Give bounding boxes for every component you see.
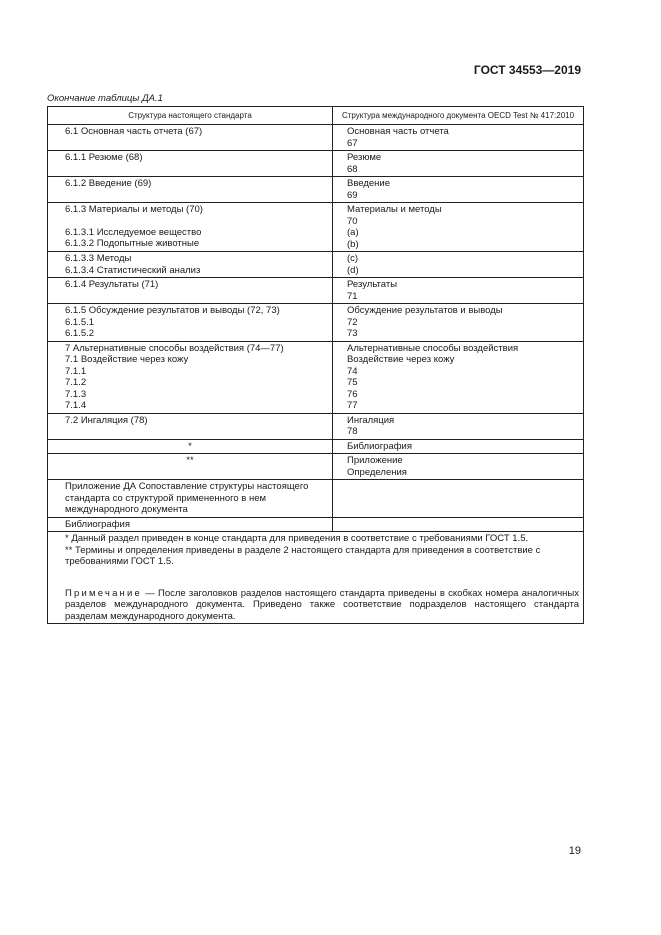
cell-line: 6.1 Основная часть отчета (67) [65,126,203,137]
note-text: — После заголовков разделов настоящего стандарта приведены в скобках номера аналогичных разделов международного документа. Приведено также соответствие подразделов настоящего стандарта разделам международного документа. [65,587,579,622]
cell-line: 7.1.2 [65,377,87,388]
cell-national-structure [48,341,333,413]
cell-line: Ингаляция [347,414,395,426]
cell-line: 6.1.1 Резюме (68) [65,152,143,163]
cell-line: 6.1.2 Введение (69) [65,178,152,189]
cell-line: 6.1.5 Обсуждение результатов и выводы (72, 73) [65,305,280,316]
cell-line [65,216,328,227]
cell-line: Альтернативные способы воздействия [347,342,519,354]
note-label: Примечание [65,587,142,599]
cell-line: 7.1.3 [65,388,87,400]
cell-national-structure [48,151,333,177]
cell-line: 69 [347,189,358,201]
cell-national-structure [48,413,333,439]
cell-line: Определения [347,466,407,478]
cell-line: 6.1.3.4 Статистический анализ [65,264,201,276]
cell-national-structure [48,517,333,532]
footnote-double-asterisk: ** Термины и определения приведены в разделе 2 настоящего стандарта для приведения в соответствие с требованиями ГОСТ 1.5. [65,544,541,567]
column-header-international: Структура международного документа OECD Test № 417:2010 [333,107,584,125]
table-row [48,151,584,177]
table-note [65,588,579,623]
cell-line: 6.1.5.2 [65,328,95,339]
cell-line: Результаты [347,279,398,290]
cell-national-structure [48,203,333,252]
page-number: 19 [568,845,581,857]
cell-line: 7.1.4 [65,400,87,411]
cell-line: 6.1.4 Результаты (71) [65,279,159,290]
cell-line: Приложение [347,455,403,466]
table-row [48,480,584,518]
cell-national-structure [48,454,333,480]
cell-line: ** [186,455,194,466]
cell-international-structure [333,413,584,439]
cell-line: 76 [347,388,358,400]
table-caption: Окончание таблицы ДА.1 [47,93,163,104]
cell-national-structure [48,439,333,454]
table-row [48,203,584,252]
document-code: ГОСТ 34553—2019 [473,63,581,77]
cell-international-structure [333,341,584,413]
footnotes-cell [48,532,584,624]
cell-international-structure [333,177,584,203]
cell-line: 6.1.5.1 [65,316,95,328]
cell-international-structure [333,278,584,304]
cell-international-structure [333,252,584,278]
table-header-row [48,107,584,125]
table-row [48,125,584,151]
cell-national-structure [48,177,333,203]
cell-line: (c) [347,253,359,264]
cell-international-structure [333,517,584,532]
table-row [48,252,584,278]
cell-line: (b) [347,238,359,250]
cell-line: Приложение ДА Сопоставление структуры настоящего стандарта со структурой примененного в нем международного документа [65,481,309,515]
table-row [48,304,584,342]
table-row [48,454,584,480]
cell-line: 74 [347,365,358,377]
cell-line: 7.2 Ингаляция (78) [65,414,148,426]
cell-line: 73 [347,328,358,339]
cell-national-structure [48,278,333,304]
cell-line: Библиография [347,440,412,452]
cell-international-structure [333,125,584,151]
cell-national-structure [48,304,333,342]
column-header-national: Структура настоящего стандарта [48,107,333,125]
cell-national-structure [48,125,333,151]
table-row [48,341,584,413]
cell-line: (d) [347,264,359,276]
table-row [48,177,584,203]
cell-line: 6.1.3.2 Подопытные животные [65,238,200,249]
cell-line [347,519,579,531]
cell-line: Резюме [347,152,382,163]
cell-line: 75 [347,377,358,388]
cell-line: 6.1.3.1 Исследуемое вещество [65,226,202,238]
footnote-single-asterisk: * Данный раздел приведен в конце стандарта для приведения в соответствие с требованиями ГОСТ 1.5. [65,533,529,544]
table-row [48,517,584,532]
cell-international-structure [333,203,584,252]
cell-national-structure [48,252,333,278]
cell-line: 77 [347,400,358,411]
cell-line: 7.1 Воздействие через кожу [65,354,189,365]
cell-line: 71 [347,290,358,302]
table-row [48,413,584,439]
cell-international-structure [333,304,584,342]
cell-line: 7 Альтернативные способы воздействия (74—77) [65,342,284,354]
cell-line: 6.1.3.3 Методы [65,253,132,264]
cell-line [347,481,579,493]
cell-line: Введение [347,178,391,189]
cell-international-structure [333,151,584,177]
cell-line: 68 [347,163,358,175]
cell-line: Обсуждение результатов и выводы [347,305,503,316]
cell-line: * [188,440,192,452]
cell-line: 70 [347,215,358,227]
footnotes-row [48,532,584,624]
cell-line: 7.1.1 [65,365,87,377]
table-row [48,278,584,304]
cell-line: Основная часть отчета [347,126,449,137]
cell-line: Воздействие через кожу [347,354,455,365]
cell-line: 67 [347,137,358,149]
cell-line: 72 [347,316,358,328]
cell-line: (a) [347,227,359,238]
cell-line: 78 [347,426,358,437]
cell-national-structure [48,480,333,518]
cell-international-structure [333,480,584,518]
cell-line: Материалы и методы [347,204,442,215]
comparison-table [47,106,584,624]
cell-international-structure [333,454,584,480]
cell-international-structure [333,439,584,454]
table-body [48,125,584,532]
cell-line: 6.1.3 Материалы и методы (70) [65,204,203,215]
cell-line: Библиография [65,518,130,530]
table-row [48,439,584,454]
